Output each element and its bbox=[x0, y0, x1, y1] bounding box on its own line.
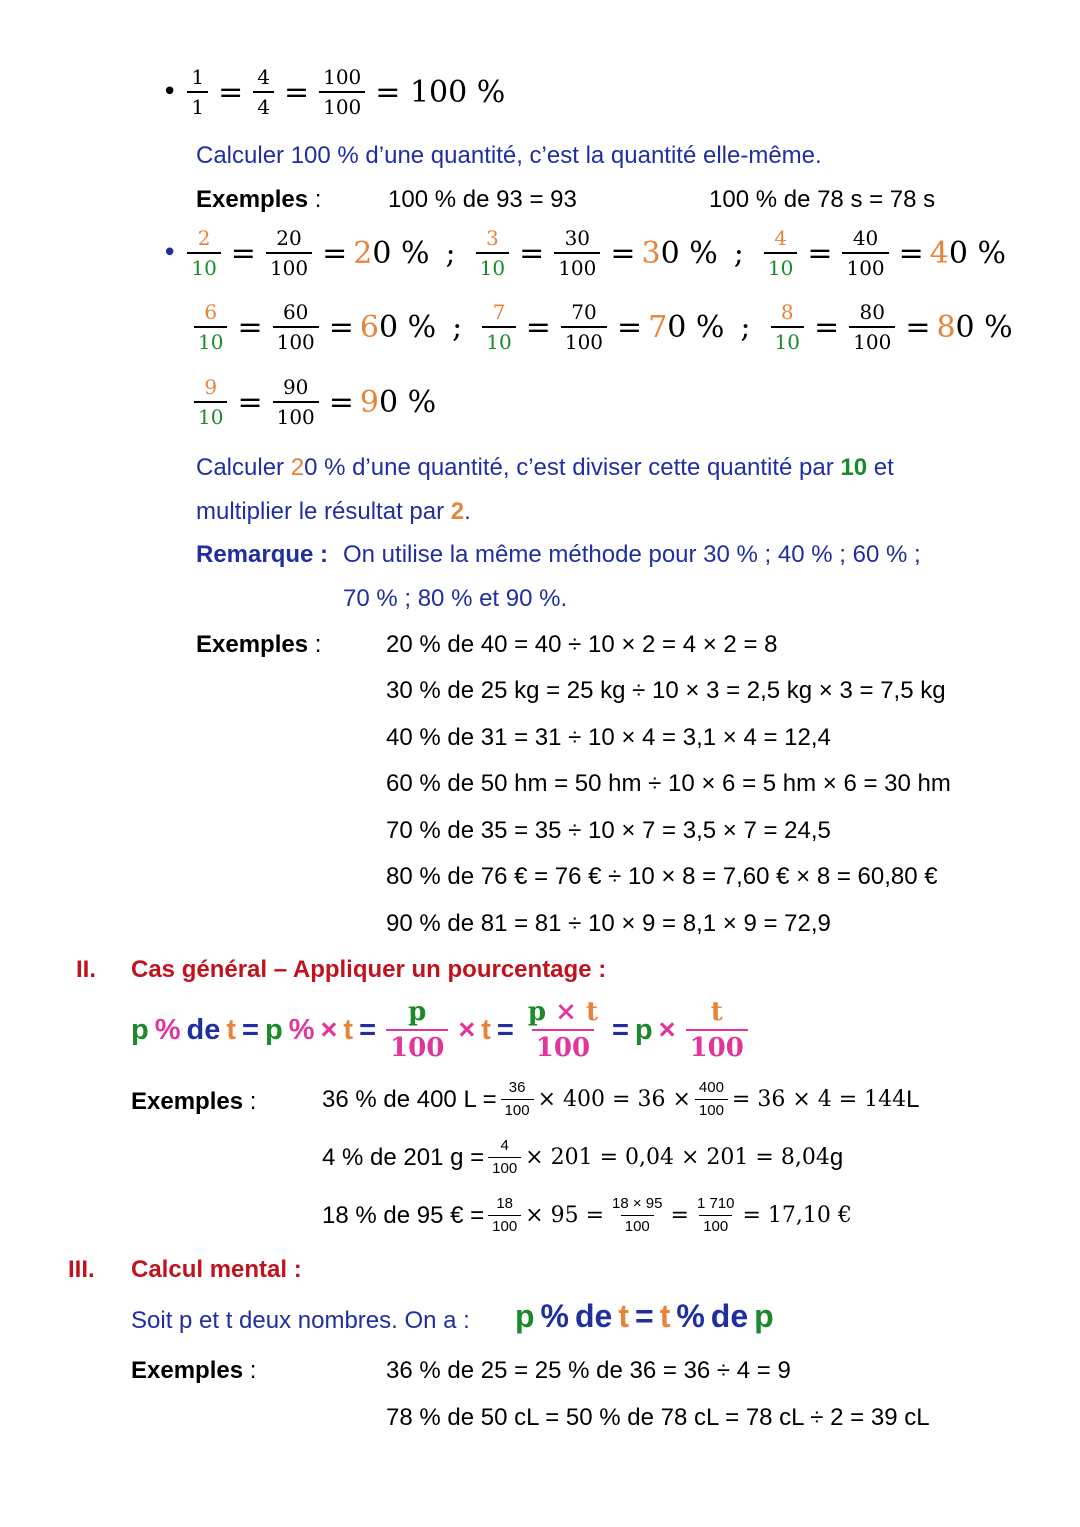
examples-label: Exemples : bbox=[196, 186, 322, 213]
remark-line-2: 70 % ; 80 % et 90 %. bbox=[343, 585, 568, 612]
fraction: $\frac{18 \times 95}{100}$ bbox=[612, 1195, 663, 1235]
fraction: $\frac{1 710}{100}$ bbox=[696, 1195, 735, 1235]
fraction: $\frac{60}{100}$ bbox=[273, 301, 319, 353]
example-line: 90 % de 81 = 81 ÷ 10 × 9 = 8,1 × 9 = 72,9 bbox=[386, 910, 831, 937]
fraction: $\frac{p \times t}{100}$ bbox=[527, 997, 598, 1063]
desc-20-cont: multiplier le résultat par 2. bbox=[196, 498, 471, 525]
examples-label: Exemples : bbox=[131, 1088, 257, 1115]
examples-label: Exemples : bbox=[196, 631, 322, 658]
example-line: 30 % de 25 kg = 25 kg ÷ 10 × 3 = 2,5 kg × 3 = 7,5 kg bbox=[386, 677, 946, 704]
fraction: $\frac{30}{100}$ bbox=[554, 227, 600, 279]
percent: 90 % bbox=[359, 384, 437, 420]
fraction: $\frac{400}{100}$ bbox=[695, 1080, 728, 1119]
example-line: 40 % de 31 = 31 ÷ 10 × 4 = 3,1 × 4 = 12,4 bbox=[386, 724, 831, 751]
general-formula: p % de t = p % × t = $\frac{p}{100}$ × t = $\frac{p \times t}{100}$ = p × $\frac{t}{100}$ bbox=[131, 998, 752, 1062]
percent: 70 % bbox=[648, 309, 725, 345]
example-line: 18 % de 95 € = $\frac{18}{100}$ × 95 = $\frac{18 \times 95}{100}$ = $\frac{1 710}{100}$ = 17,10 € bbox=[322, 1195, 852, 1235]
desc-100: Calculer 100 % d’une quantité, c’est la quantité elle-même. bbox=[196, 142, 822, 169]
fraction: $\frac{20}{100}$ bbox=[266, 227, 312, 279]
fraction: $\frac{4}{10}$ bbox=[764, 227, 797, 279]
example-line: 36 % de 400 L = $\frac{36}{100}$ × 400 = 36 × $\frac{400}{100}$ = 36 × 4 = 144 L bbox=[322, 1079, 920, 1119]
fraction: $\frac{18}{100}$ bbox=[488, 1196, 521, 1235]
bullet-icon: • bbox=[162, 77, 178, 107]
section3-intro: Soit p et t deux nombres. On a : bbox=[131, 1307, 470, 1334]
fraction-line-100: • $\frac{1}{1}$ = $\frac{4}{4}$ = $\frac{100}{100}$ = 100 % bbox=[162, 65, 506, 119]
fraction: $\frac{7}{10}$ bbox=[482, 301, 515, 353]
bullet-icon: • bbox=[162, 238, 178, 268]
fraction: $\frac{9}{10}$ bbox=[194, 376, 227, 428]
fraction: $\frac{70}{100}$ bbox=[561, 301, 607, 353]
fraction: $\frac{4}{4}$ bbox=[253, 66, 274, 118]
fraction: $\frac{80}{100}$ bbox=[849, 301, 895, 353]
percent: 40 % bbox=[929, 235, 1007, 271]
example-line: 70 % de 35 = 35 ÷ 10 × 7 = 3,5 × 7 = 24,5 bbox=[386, 817, 831, 844]
examples-label: Exemples : bbox=[131, 1357, 257, 1384]
commutative-formula: p % de t = t % de p bbox=[515, 1298, 774, 1334]
fraction-row-3: $\frac{9}{10}$ = $\frac{90}{100}$ = 90 % bbox=[190, 376, 436, 428]
example-line: 4 % de 201 g = $\frac{4}{100}$ × 201 = 0,04 × 201 = 8,04 g bbox=[322, 1137, 844, 1177]
fraction: $\frac{36}{100}$ bbox=[501, 1080, 534, 1119]
section-number: II. bbox=[76, 956, 97, 983]
percent: 20 % bbox=[353, 235, 430, 271]
example-100-a: 100 % de 93 = 93 bbox=[388, 186, 577, 213]
section-title: Calcul mental : bbox=[131, 1256, 302, 1283]
percent: 60 % bbox=[359, 309, 437, 345]
example-line: 36 % de 25 = 25 % de 36 = 36 ÷ 4 = 9 bbox=[386, 1357, 791, 1384]
fraction: $\frac{3}{10}$ bbox=[476, 227, 509, 279]
desc-20: Calculer 20 % d’une quantité, c’est diviser cette quantité par 10 et bbox=[196, 454, 894, 481]
fraction-row-1: • $\frac{2}{10}$ = $\frac{20}{100}$ = 20 % ; $\frac{3}{10}$ = $\frac{30}{100}$ = 30 % ; $\frac{4}{10}$ = $\frac{40}{100}$ = 40 % bbox=[162, 226, 1007, 280]
fraction: $\frac{p}{100}$ bbox=[386, 998, 448, 1062]
percent: 80 % bbox=[936, 309, 1013, 345]
fraction: $\frac{t}{100}$ bbox=[686, 998, 748, 1062]
fraction: $\frac{8}{10}$ bbox=[771, 301, 804, 353]
fraction: $\frac{1}{1}$ bbox=[187, 66, 208, 118]
example-line: 20 % de 40 = 40 ÷ 10 × 2 = 4 × 2 = 8 bbox=[386, 631, 778, 658]
fraction: $\frac{100}{100}$ bbox=[319, 66, 365, 118]
fraction: $\frac{4}{100}$ bbox=[488, 1138, 521, 1177]
fraction: $\frac{40}{100}$ bbox=[842, 227, 888, 279]
fraction: $\frac{2}{10}$ bbox=[187, 227, 220, 279]
remark-line-1: On utilise la même méthode pour 30 % ; 40 % ; 60 % ; bbox=[343, 541, 921, 568]
example-100-b: 100 % de 78 s = 78 s bbox=[709, 186, 936, 213]
remark-label: Remarque : bbox=[196, 541, 329, 568]
section-title: Cas général – Appliquer un pourcentage : bbox=[131, 956, 607, 983]
percent: 30 % bbox=[641, 235, 718, 271]
section-number: III. bbox=[68, 1256, 95, 1283]
example-line: 60 % de 50 hm = 50 hm ÷ 10 × 6 = 5 hm × 6 = 30 hm bbox=[386, 770, 951, 797]
example-line: 80 % de 76 € = 76 € ÷ 10 × 8 = 7,60 € × 8 = 60,80 € bbox=[386, 863, 938, 890]
fraction-row-2: $\frac{6}{10}$ = $\frac{60}{100}$ = 60 % ; $\frac{7}{10}$ = $\frac{70}{100}$ = 70 % ; $\frac{8}{10}$ = $\frac{80}{100}$ = 80 % bbox=[190, 301, 1013, 353]
fraction: $\frac{6}{10}$ bbox=[194, 301, 227, 353]
fraction: $\frac{90}{100}$ bbox=[273, 376, 319, 428]
example-line: 78 % de 50 cL = 50 % de 78 cL = 78 cL ÷ 2 = 39 cL bbox=[386, 1404, 930, 1431]
